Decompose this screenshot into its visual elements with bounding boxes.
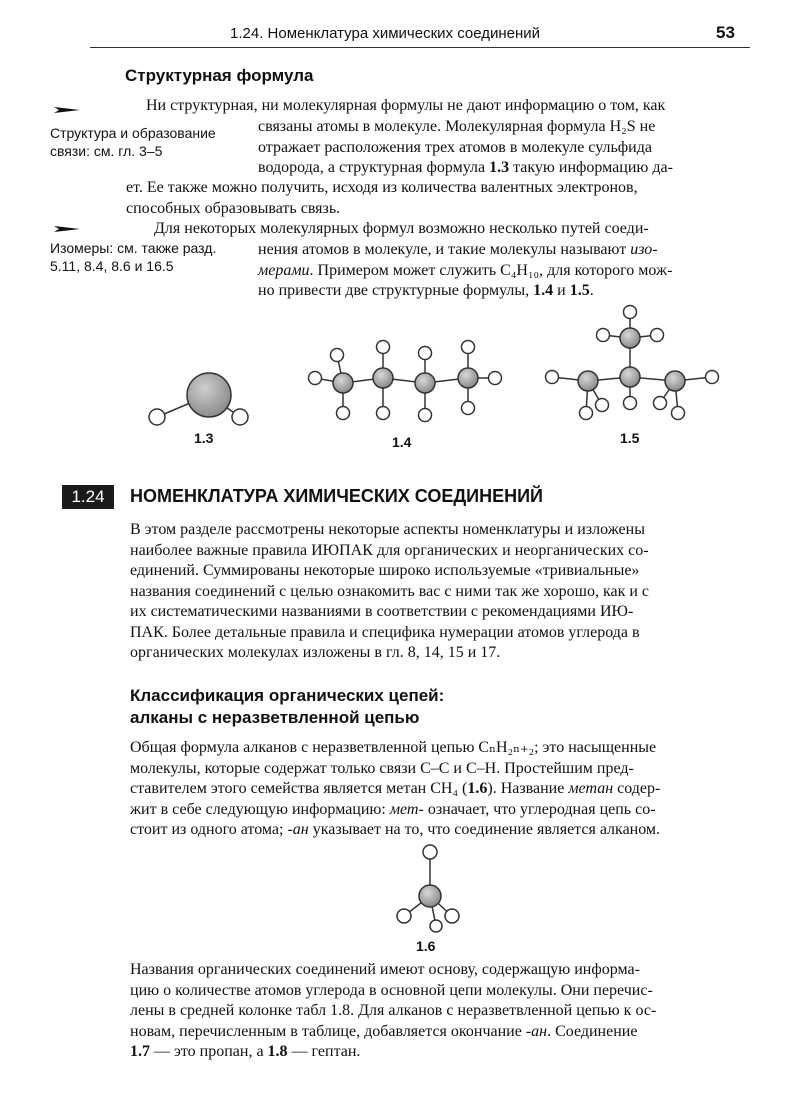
molecule-1-6-methane: [390, 838, 470, 948]
section-title: НОМЕНКЛАТУРА ХИМИЧЕСКИХ СОЕДИНЕНИЙ: [130, 486, 543, 506]
figure-label-1-6: 1.6: [416, 938, 436, 954]
text-line: способных образовывать связь.: [126, 199, 341, 217]
subheading-line: Классификация органических цепей:: [130, 686, 445, 705]
paragraph-1-body: [258, 117, 736, 179]
text-line: связаны атомы в молекуле. Молекулярная формула H₂S не: [258, 118, 656, 135]
text-line: новам, перечисленным в таблице, добавляется окончание -ан. Соединение: [130, 1022, 638, 1040]
text-line: единений. Суммированы некоторые широко используемые «тривиальные»: [130, 562, 640, 579]
margin-arrow-icon: [54, 105, 80, 115]
figure-label-1-5: 1.5: [620, 430, 640, 446]
molecule-1-4-butane: [309, 341, 502, 422]
text-line: нения атомов в молекуле, и такие молекулы называют изо-: [258, 241, 658, 258]
text-line: ПАК. Более детальные правила и специфика нумерации атомов углерода в: [130, 623, 640, 641]
text-line: органических молекулах изложены в гл. 8, 14, 15 и 17.: [130, 644, 501, 661]
text-line: жит в себе следующую информацию: мет- означает, что углеродная цепь со-: [130, 800, 656, 818]
margin-note-line: связи: см. гл. 3–5: [50, 143, 163, 159]
text-line: 1.7 — это пропан, а 1.8 — гептан.: [130, 1043, 361, 1060]
margin-note-isomers: [50, 239, 216, 275]
paragraph-1-line1: [126, 96, 736, 117]
margin-note-structure: [50, 124, 216, 160]
text-line: водорода, а структурная формула 1.3 такую информацию да-: [258, 159, 673, 176]
running-header-title: 1.24. Номенклатура химических соединений: [230, 25, 541, 42]
section-number-badge: 1.24: [62, 485, 114, 509]
figure-label-1-3: 1.3: [194, 430, 214, 446]
text-line: отражает расположения трех атомов в молекуле сульфида: [258, 138, 652, 156]
text-line: Общая формула алканов с неразветвленной цепью CₙH₂ₙ₊₂; это насыщенные: [130, 739, 657, 756]
page-number: 53: [716, 23, 735, 42]
molecule-1-3-hydrogen-sulfide: [149, 373, 248, 425]
figure-label-1-4: 1.4: [392, 434, 412, 450]
paragraph-4: [130, 738, 736, 841]
text-line: их систематическими названиями в соответствии с рекомендациями ИЮ-: [130, 603, 634, 620]
text-line: стоит из одного атома; -ан указывает на то, что соединение является алканом.: [130, 821, 661, 838]
paragraph-2-line1: [126, 219, 736, 240]
text-line: цию о количестве атомов углерода в основной цепи молекулы. Они перечис-: [130, 981, 653, 999]
text-line: наиболее важные правила ИЮПАК для органических и неорганических со-: [130, 541, 649, 559]
subheading-line: алканы с неразветвленной цепью: [130, 708, 420, 727]
text-line: но привести две структурные формулы, 1.4 и 1.5.: [258, 282, 594, 299]
text-line: Ни структурная, ни молекулярная формулы не дают информацию о том, как: [146, 97, 666, 114]
subheading-classification: [130, 685, 444, 729]
margin-note-line: 5.11, 8.4, 8.6 и 16.5: [50, 258, 174, 274]
text-line: ставителем этого семейства является метан CH₄ (1.6). Название метан содер-: [130, 780, 661, 797]
text-line: ет. Ее также можно получить, исходя из количества валентных электронов,: [126, 179, 638, 196]
text-line: Названия органических соединений имеют основу, содержащую информа-: [130, 961, 640, 978]
paragraph-2-body: [258, 240, 736, 302]
subheading-structural-formula: Структурная формула: [125, 66, 314, 85]
paragraph-1-tail: [126, 178, 736, 219]
text-line: молекулы, которые содержат только связи C–C и C–H. Простейшим пред-: [130, 759, 634, 777]
molecule-1-5-isobutane: [546, 306, 719, 420]
text-line: мерами. Примером может служить C₄H₁₀, для которого мож-: [258, 261, 673, 279]
molecule-figures-row: [140, 300, 740, 460]
header-divider: [90, 47, 750, 48]
text-line: Для некоторых молекулярных формул возможно несколько путей соеди-: [154, 220, 649, 237]
margin-note-line: Структура и образование: [50, 125, 216, 141]
margin-arrow-icon: [54, 224, 80, 234]
paragraph-5: [130, 960, 736, 1063]
text-line: лены в средней колонке табл 1.8. Для алканов с неразветвленной цепью к ос-: [130, 1002, 657, 1019]
text-line: названия соединений с целью ознакомить вас с ними так же хорошо, как и с: [130, 582, 650, 600]
text-line: В этом разделе рассмотрены некоторые аспекты номенклатуры и изложены: [130, 521, 645, 538]
margin-note-line: Изомеры: см. также разд.: [50, 240, 217, 256]
paragraph-3: [130, 520, 736, 664]
